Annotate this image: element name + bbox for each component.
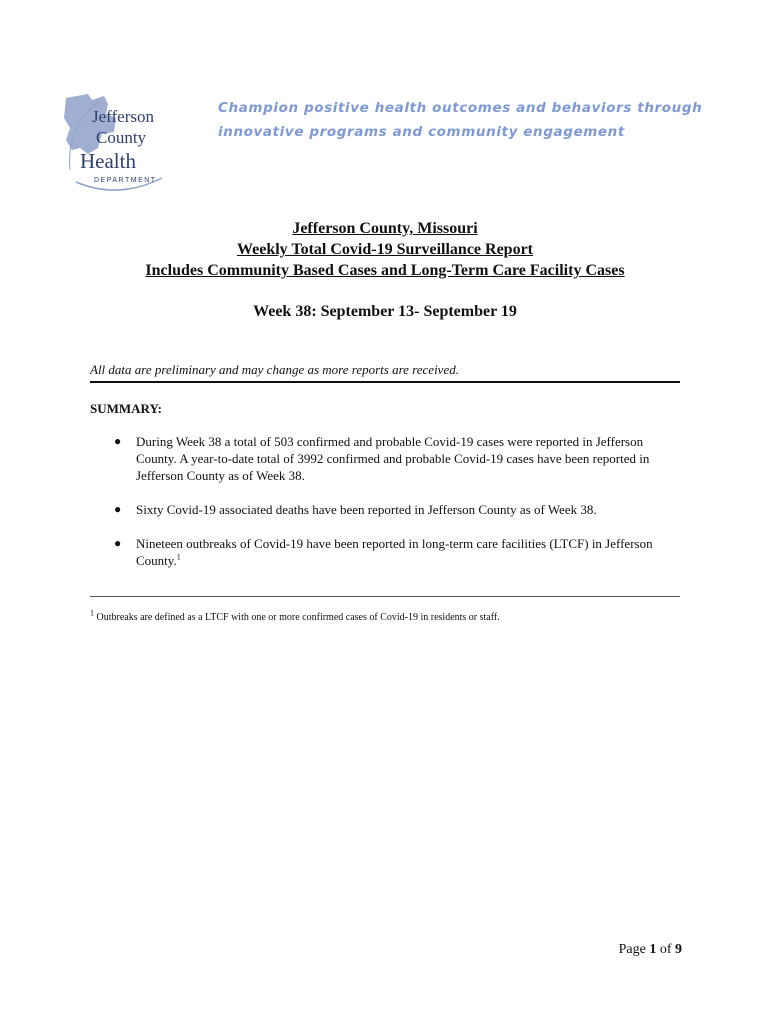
bullet-icon: ● [114,536,122,550]
footnote-reference: 1 [176,552,181,562]
title-line-3: Includes Community Based Cases and Long-Term Care Facility Cases [145,262,625,279]
logo-word-jefferson: Jefferson [92,107,154,126]
list-item [90,501,680,518]
logo-word-county: County [96,128,147,147]
summary-heading: SUMMARY: [90,401,163,416]
bullet-text: Sixty Covid-19 associated deaths have been reported in Jefferson County as of Week 38. [136,502,597,517]
list-item [90,535,680,569]
footnote-marker: 1 [90,608,94,618]
page-prefix: Page [618,942,646,957]
page-current: 1 [649,942,657,957]
disclaimer: All data are preliminary and may change as more reports are received. [90,362,680,383]
tagline-line-1: Champion positive health outcomes and behaviors through [218,100,703,116]
footnote [90,608,690,623]
bullet-icon: ● [114,434,122,448]
week-heading: Week 38: September 13- September 19 [253,303,517,320]
bullet-text: Nineteen outbreaks of Covid-19 have been reported in long-term care facilities (LTCF) in Jefferson County. [136,536,653,568]
bullet-text: During Week 38 a total of 503 confirmed and probable Covid-19 cases were reported in Jefferson County. A year-to-date total of 3992 confirmed and probable Covid-19 cases have been reported in Jefferson County as of Week 38. [136,434,650,483]
page-of: of [659,942,672,957]
report-title [0,218,770,281]
logo-word-health: Health [80,149,136,173]
title-line-2: Weekly Total Covid-19 Surveillance Report [237,241,533,258]
department-logo [58,88,178,196]
summary-list [90,433,680,586]
footnote-divider [90,596,680,597]
bullet-icon: ● [114,502,122,516]
title-line-1: Jefferson County, Missouri [292,220,478,237]
page-number [619,942,682,958]
tagline [218,96,738,144]
list-item [90,433,680,484]
tagline-line-2: innovative programs and community engagement [218,124,625,140]
page-total: 9 [675,942,682,957]
footnote-text: Outbreaks are defined as a LTCF with one or more confirmed cases of Covid-19 in residents or staff. [96,612,500,623]
logo-word-department: DEPARTMENT [94,177,157,184]
